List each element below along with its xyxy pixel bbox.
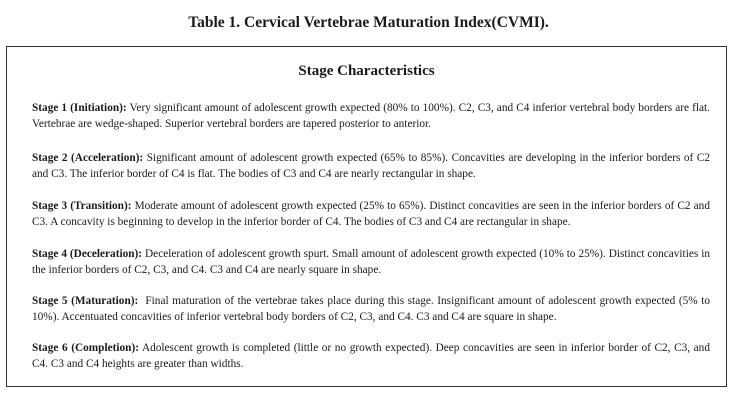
stage-3-label: Stage 3 (Transition): xyxy=(32,200,132,212)
stage-1-label: Stage 1 (Initiation): xyxy=(32,102,127,114)
cvmi-table xyxy=(6,46,727,387)
stage-3-row xyxy=(32,198,710,230)
stage-5-row xyxy=(32,293,713,325)
table-header: Stage Characteristics xyxy=(298,63,435,79)
stage-6-row xyxy=(32,340,710,372)
stage-2-label: Stage 2 (Acceleration): xyxy=(32,152,144,164)
stage-3-text: Moderate amount of adolescent growth expected (25% to 65%). Distinct concavities are seen in the inferior borders of C2 and C3. A concavity is beginning to develop in the inferior border of C4. The bodies of C3 and C4 are rectangular in shape. xyxy=(32,200,710,228)
stage-2-text: Significant amount of adolescent growth expected (65% to 85%). Concavities are developing in the inferior borders of C2 and C3. The inferior border of C4 is flat. The bodies of C3 and C4 are nearly rectangular in shape. xyxy=(32,152,710,180)
stage-2-row xyxy=(32,150,710,182)
stage-1-row xyxy=(32,100,710,132)
stage-4-text: Deceleration of adolescent growth spurt. Small amount of adolescent growth expected (10% to 25%). Distinct concavities in the inferior borders of C2, C3, and C4. C3 and C4 are nearly square in shape. xyxy=(32,248,710,276)
stage-4-label: Stage 4 (Deceleration): xyxy=(32,248,143,260)
stage-5-label: Stage 5 (Maturation): xyxy=(32,295,139,307)
stage-6-text: Adolescent growth is completed (little or no growth expected). Deep concavities are seen in inferior border of C2, C3, and C4. C3 and C4 heights are greater than widths. xyxy=(32,342,710,370)
stage-1-text: Very significant amount of adolescent growth expected (80% to 100%). C2, C3, and C4 inferior vertebral body borders are flat. Vertebrae are wedge-shaped. Superior vertebral borders are tapered posterior to anterior. xyxy=(32,102,711,130)
stage-4-row xyxy=(32,246,710,278)
table-caption: Table 1. Cervical Vertebrae Maturation Index(CVMI). xyxy=(188,14,549,31)
stage-6-label: Stage 6 (Completion): xyxy=(32,342,139,354)
stage-5-text: Final maturation of the vertebrae takes place during this stage. Insignificant amount of adolescent growth expected (5% to 10%). Accentuated concavities of inferior vertebral body borders of C2, C3, and C4. C3 and C4 are square in shape. xyxy=(32,295,713,323)
